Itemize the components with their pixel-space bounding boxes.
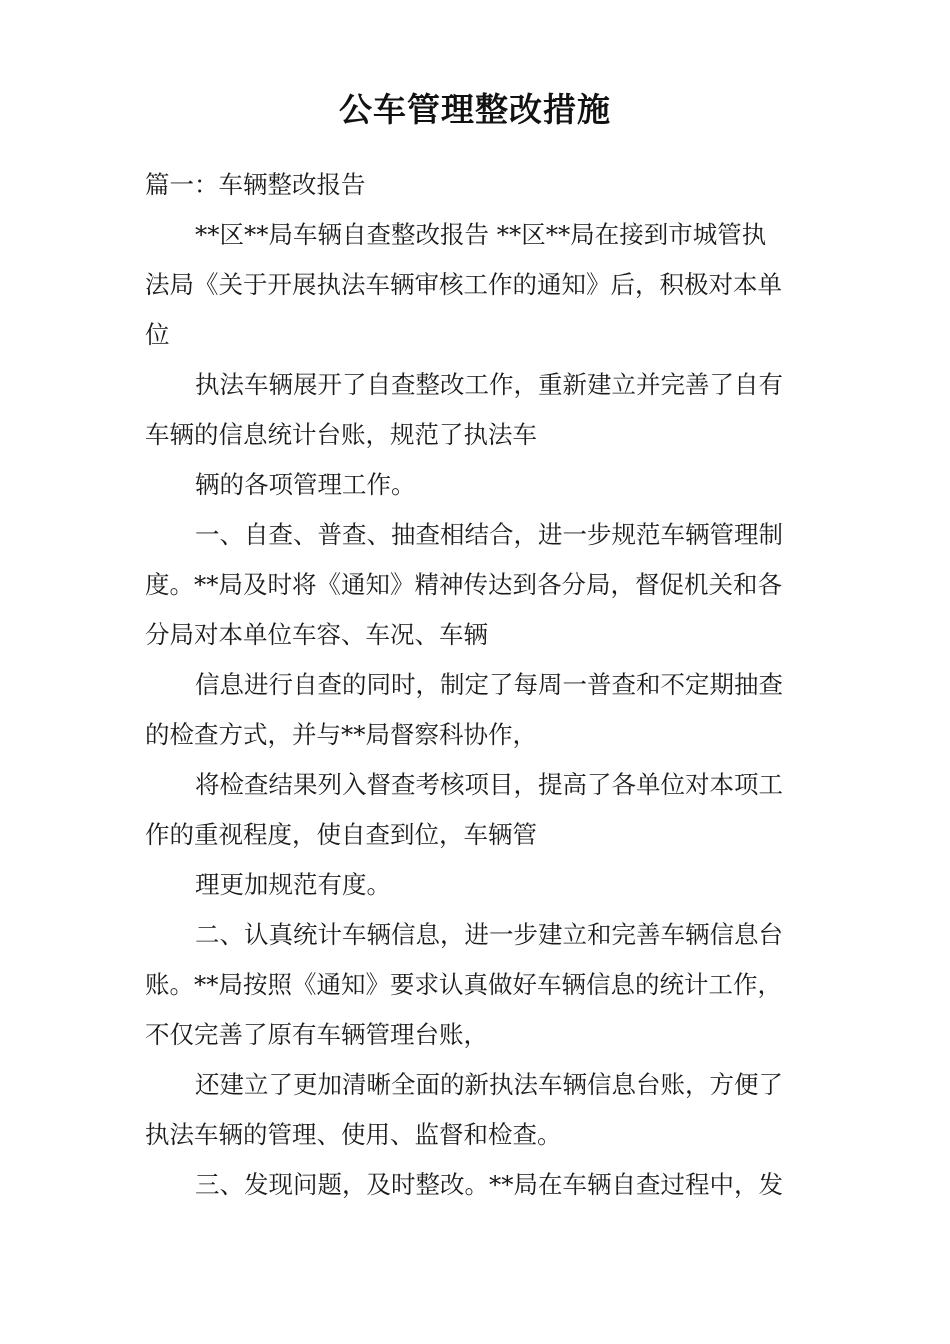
text-line: **区**局车辆自查整改报告 **区**局在接到市城管执 (195, 220, 767, 249)
text-line: 位 (145, 320, 170, 349)
text-line: 将检查结果列入督查考核项目，提高了各单位对本项工 (195, 770, 783, 799)
text-line: 还建立了更加清晰全面的新执法车辆信息台账，方便了 (195, 1070, 783, 1099)
text-line: 不仅完善了原有车辆管理台账， (145, 1020, 488, 1049)
text-line: 账。**局按照《通知》要求认真做好车辆信息的统计工作， (145, 970, 782, 999)
text-line: 理更加规范有度。 (195, 870, 391, 899)
text-line: 分局对本单位车容、车况、车辆 (145, 620, 488, 649)
text-line: 二、认真统计车辆信息，进一步建立和完善车辆信息台 (195, 920, 783, 949)
text-line: 法局《关于开展执法车辆审核工作的通知》后，积极对本单 (145, 270, 782, 299)
text-line: 三、发现问题，及时整改。**局在车辆自查过程中，发 (195, 1170, 783, 1199)
text-line: 车辆的信息统计台账，规范了执法车 (145, 420, 537, 449)
text-line: 一、自查、普查、抽查相结合，进一步规范车辆管理制 (195, 520, 783, 549)
text-line: 信息进行自查的同时，制定了每周一普查和不定期抽查 (195, 670, 783, 699)
document-body (145, 160, 807, 1210)
text-line: 执法车辆展开了自查整改工作，重新建立并完善了自有 (195, 370, 783, 399)
text-line: 执法车辆的管理、使用、监督和检查。 (145, 1120, 562, 1149)
text-line: 辆的各项管理工作。 (195, 470, 416, 499)
text-line: 作的重视程度，使自查到位，车辆管 (145, 820, 537, 849)
text-line: 度。**局及时将《通知》精神传达到各分局，督促机关和各 (145, 570, 782, 599)
text-line: 的检查方式，并与**局督察科协作， (145, 720, 537, 749)
document-title: 公车管理整改措施 (339, 90, 611, 129)
text-line: 篇一：车辆整改报告 (145, 170, 366, 199)
